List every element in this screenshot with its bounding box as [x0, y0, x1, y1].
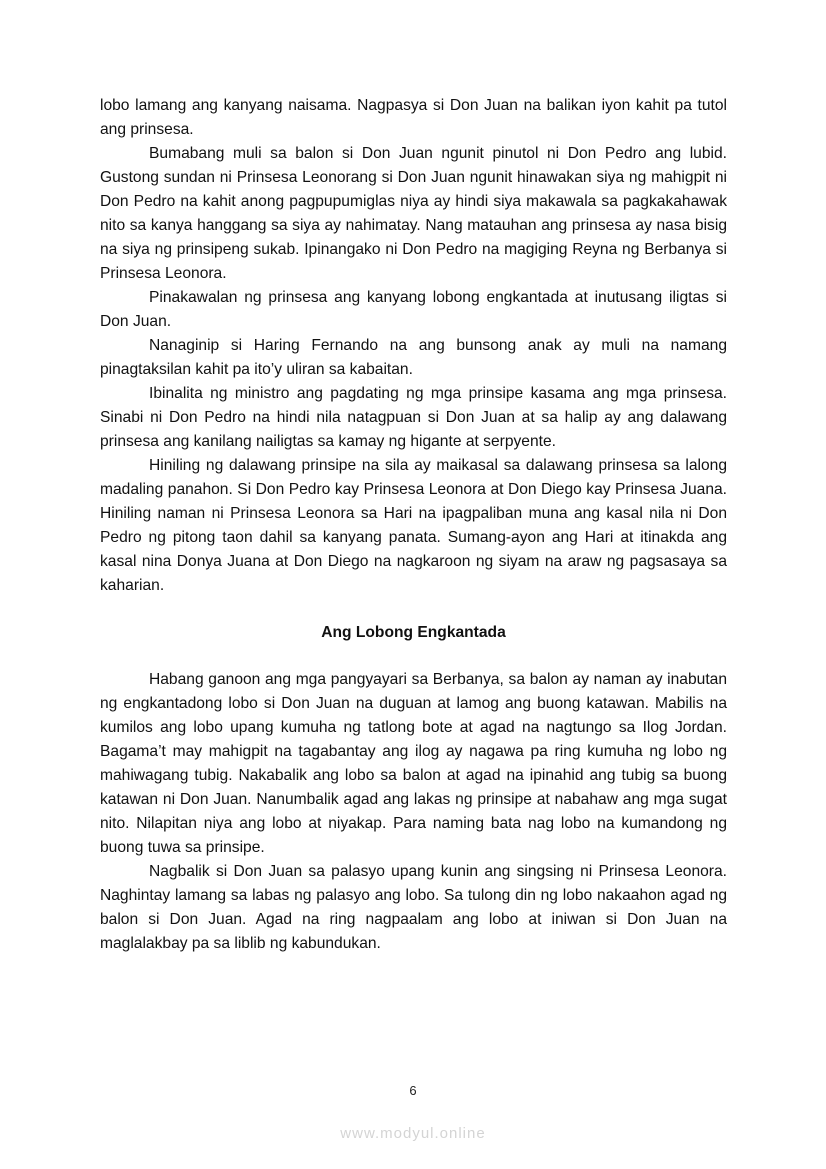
paragraph-wedding-request: Hiniling ng dalawang prinsipe na sila ay maikasal sa dalawang prinsesa sa lalong madaling panahon. Si Don Pedro kay Prinsesa Leonora at Don Diego kay Prinsesa Juana. Hiniling naman ni Prinsesa Leonora sa Hari na ipagpaliban muna ang kasal nila ni Don Pedro ng pitong taon dahil sa kanyang panata. Sumang-ayon ang Hari at itinakda ang kasal nina Donya Juana at Don Diego na nagkaroon ng siyam na araw ng pagsasaya sa kaharian.: [100, 457, 727, 594]
paragraph-wolf-rescue: Habang ganoon ang mga pangyayari sa Berbanya, sa balon ay naman ay inabutan ng engkantadong lobo si Don Juan na duguan at lamog ang buong katawan. Mabilis na kumilos ang lobo upang kumuha ng tatlong bote at agad na nagtungo sa Ilog Jordan. Bagama’t may mahigpit na tagabantay ang ilog ay nagawa pa ring kumuha ng lobo ng mahiwagang tubig. Nakabalik ang lobo sa balon at agad na ipinahid ang tubig sa buong katawan ni Don Juan. Nanumbalik agad ang lakas ng prinsipe at nabahaw ang mga sugat nito. Nilapitan niya ang lobo at niyakap. Para naming bata nag lobo na kumandong ng buong tuwa sa prinsipe.: [100, 671, 727, 856]
paragraph-continuation: lobo lamang ang kanyang naisama. Nagpasya si Don Juan na balikan iyon kahit pa tutol ang prinsesa.: [100, 97, 727, 138]
paragraph-king-dream: Nanaginip si Haring Fernando na ang bunsong anak ay muli na namang pinagtaksilan kahit pa ito’y uliran sa kabaitan.: [100, 337, 727, 378]
paragraph-ring-retrieval: Nagbalik si Don Juan sa palasyo upang kunin ang singsing ni Prinsesa Leonora. Naghintay lamang sa labas ng palasyo ang lobo. Sa tulong din ng lobo nakaahon agad ng balon si Don Juan. Agad na ring nagpaalam ang lobo at iniwan si Don Juan na maglalakbay pa sa liblib ng kabundukan.: [100, 863, 727, 952]
paragraph-wolf-released: Pinakawalan ng prinsesa ang kanyang lobong engkantada at inutusang iligtas si Don Juan.: [100, 289, 727, 330]
document-page: [100, 94, 727, 956]
page-number: 6: [409, 1083, 417, 1098]
watermark: www.modyul.online: [340, 1125, 486, 1142]
section-heading: Ang Lobong Engkantada: [321, 624, 506, 641]
paragraph-minister-news: Ibinalita ng ministro ang pagdating ng mga prinsipe kasama ang mga prinsesa. Sinabi ni Don Pedro na hindi nila natagpuan si Don Juan at sa halip ay ang dalawang prinsesa ang kanilang nailigtas sa kamay ng higante at serpyente.: [100, 385, 727, 450]
paragraph-don-juan-descends: Bumabang muli sa balon si Don Juan ngunit pinutol ni Don Pedro ang lubid. Gustong sundan ni Prinsesa Leonorang si Don Juan ngunit hinawakan siya ng mahigpit ni Don Pedro na kahit anong pagpupumiglas niya ay hindi siya makawala sa pagkakahawak nito sa kanya hanggang sa siya ay nahimatay. Nang matauhan ang prinsesa ay nasa bisig na siya ng prinsipeng sukab. Ipinangako ni Don Pedro na magiging Reyna ng Berbanya si Prinsesa Leonora.: [100, 145, 727, 282]
